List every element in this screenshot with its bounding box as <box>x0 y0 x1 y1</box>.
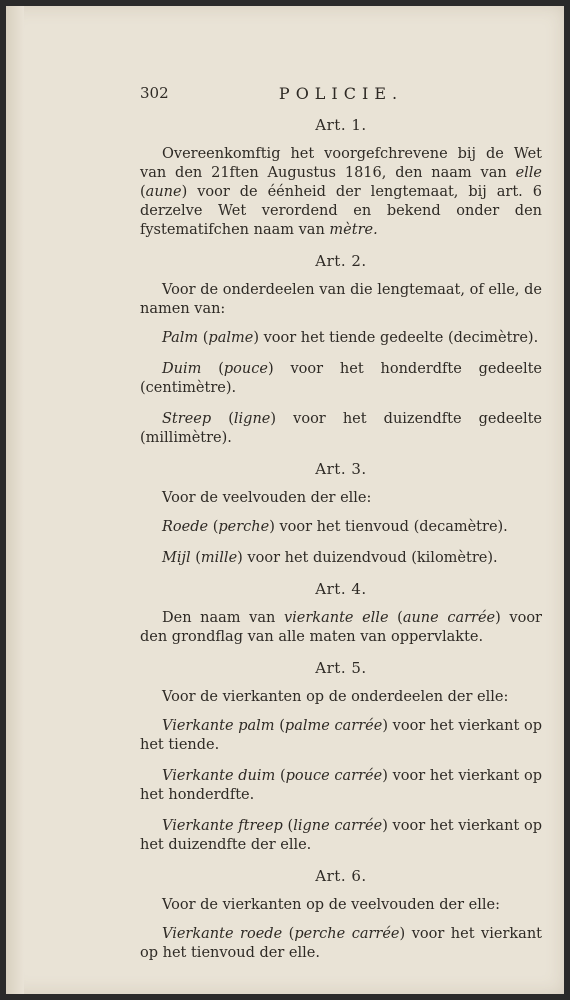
definition-item: Vierkante palm (palme carrée) voor het vierkant op het tiende. <box>140 718 543 753</box>
page-text <box>140 84 542 975</box>
article-heading: Art. 1. <box>315 116 367 134</box>
book-page <box>6 6 564 994</box>
article-paragraph: Voor de onderdeelen van die lengtemaat, of elle, de namen van: <box>140 282 542 317</box>
page-number: 302 <box>140 84 169 102</box>
definition-item: Mijl (mille) voor het duizendvoud (kilomètre). <box>162 550 498 566</box>
definition-item: Streep (ligne) voor het duizendfte gedeelte (millimètre). <box>140 411 542 446</box>
article-paragraph: Voor de veelvouden der elle: <box>162 490 372 506</box>
running-title: POLICIE. <box>278 84 404 103</box>
article-heading: Art. 5. <box>315 659 367 677</box>
definition-item: Vierkante ftreep (ligne carrée) voor het vierkant op het duizendfte der elle. <box>140 818 542 853</box>
article-heading: Art. 3. <box>315 460 367 478</box>
article-heading: Art. 2. <box>315 252 367 270</box>
article-paragraph: Den naam van vierkante elle (aune carrée) voor den grondflag van alle maten van oppervlakte. <box>140 610 542 645</box>
article-paragraph: Overeenkomftig het voorgefchrevene bij de Wet van den 21ften Augustus 1816, den naam van elle (aune) voor de éénheid der lengtemaat, bij art. 6 derzelve Wet verordend en bekend onder den fystematifchen naam van mètre. <box>140 146 542 238</box>
definition-item: Roede (perche) voor het tienvoud (decamètre). <box>162 519 508 535</box>
definition-item: Palm (palme) voor het tiende gedeelte (decimètre). <box>162 330 539 346</box>
article-heading: Art. 4. <box>315 580 367 598</box>
definition-item: Vierkante duim (pouce carrée) voor het vierkant op het honderdfte. <box>140 768 542 803</box>
page-gutter <box>6 6 24 994</box>
article-heading: Art. 6. <box>315 867 367 885</box>
page-header <box>140 84 542 110</box>
definition-item: Vierkante roede (perche carrée) voor het vierkant op het tienvoud der elle. <box>140 926 542 961</box>
article-paragraph: Voor de vierkanten op de onderdeelen der elle: <box>162 689 509 705</box>
article-paragraph: Voor de vierkanten op de veelvouden der elle: <box>162 897 500 913</box>
definition-item: Duim (pouce) voor het honderdfte gedeelte (centimètre). <box>140 361 542 396</box>
